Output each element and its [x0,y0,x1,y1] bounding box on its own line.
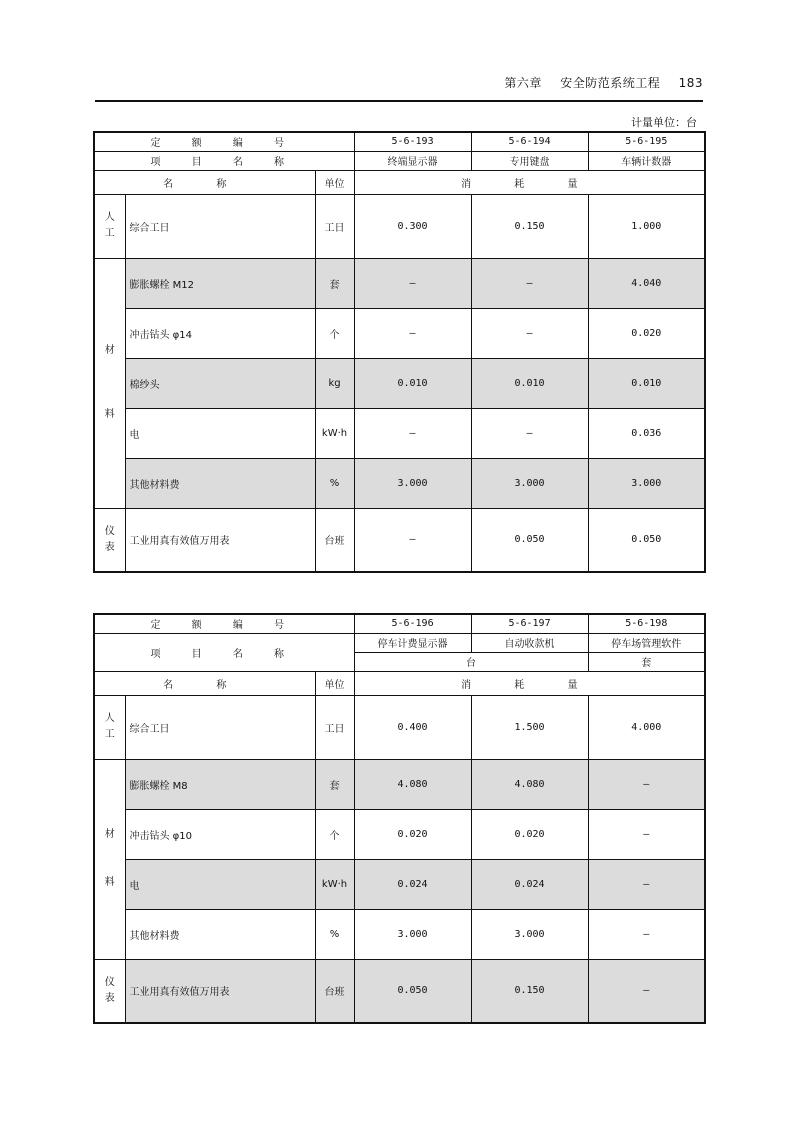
value-cell: 0.036 [588,408,705,458]
value-cell: 0.150 [471,194,588,258]
value-cell: 3.000 [471,458,588,508]
code-row-label: 定 额 编 号 [94,132,354,151]
resource-name: 冲击钻头 φ14 [125,308,315,358]
chapter-label: 第六章 [504,76,542,90]
value-cell: 1.000 [588,194,705,258]
value-cell: 4.080 [471,759,588,809]
page-header [95,74,703,100]
resource-name: 棉纱头 [125,358,315,408]
unit-note: 计量单位：台 [631,116,697,129]
table-row [94,258,705,308]
page-number: 183 [678,76,703,90]
value-cell: 0.050 [588,508,705,572]
resource-name: 冲击钻头 φ10 [125,809,315,859]
value-cell: 0.020 [588,308,705,358]
value-cell: — [588,959,705,1023]
item-unit: 套 [588,652,705,671]
resource-unit: kg [315,358,354,408]
table-row [94,408,705,458]
item-name: 自动收款机 [471,633,588,652]
quota-code: 5-6-198 [588,614,705,633]
value-cell: 0.050 [471,508,588,572]
item-name: 专用键盘 [471,151,588,170]
resource-unit: 个 [315,308,354,358]
table-row [94,809,705,859]
header-rule [95,100,703,102]
value-cell: 0.024 [471,859,588,909]
item-row-label: 项 目 名 称 [94,633,354,671]
quota-table-2 [93,613,706,1024]
quota-code: 5-6-197 [471,614,588,633]
value-cell: 3.000 [471,909,588,959]
resource-name: 电 [125,408,315,458]
item-row [94,633,705,652]
value-cell: — [471,408,588,458]
value-cell: — [588,809,705,859]
col-unit-header: 单位 [315,170,354,194]
value-cell: 4.080 [354,759,471,809]
value-cell: — [588,859,705,909]
value-cell: — [354,258,471,308]
quota-code: 5-6-193 [354,132,471,151]
value-cell: 0.020 [354,809,471,859]
table-row [94,358,705,408]
item-row-label: 项 目 名 称 [94,151,354,170]
resource-unit: 工日 [315,194,354,258]
resource-name: 电 [125,859,315,909]
code-row [94,132,705,151]
value-cell: 0.024 [354,859,471,909]
col-consumption-header: 消 耗 量 [354,671,705,695]
resource-name: 综合工日 [125,194,315,258]
resource-name: 综合工日 [125,695,315,759]
category-labor: 人 工 [94,695,125,759]
category-material: 材 料 [94,759,125,959]
value-cell: 1.500 [471,695,588,759]
item-name: 停车计费显示器 [354,633,471,652]
value-cell: — [471,308,588,358]
value-cell: — [471,258,588,308]
value-cell: — [588,909,705,959]
value-cell: 0.020 [471,809,588,859]
quota-code: 5-6-196 [354,614,471,633]
code-row-label: 定 额 编 号 [94,614,354,633]
value-cell: — [354,308,471,358]
resource-name: 膨胀螺栓 M12 [125,258,315,308]
table-row [94,909,705,959]
resource-name: 其他材料费 [125,909,315,959]
value-cell: 0.150 [471,959,588,1023]
resource-unit: % [315,458,354,508]
quota-code: 5-6-195 [588,132,705,151]
table-row [94,859,705,909]
table-row [94,308,705,358]
value-cell: 0.010 [354,358,471,408]
resource-name: 膨胀螺栓 M8 [125,759,315,809]
column-header-row [94,671,705,695]
resource-unit: 个 [315,809,354,859]
category-meter: 仪 表 [94,508,125,572]
resource-unit: kW·h [315,859,354,909]
column-header-row [94,170,705,194]
value-cell: 3.000 [354,458,471,508]
item-name: 停车场管理软件 [588,633,705,652]
item-unit: 台 [354,652,588,671]
quota-code: 5-6-194 [471,132,588,151]
resource-unit: 台班 [315,959,354,1023]
col-name-header: 名 称 [94,170,315,194]
resource-name: 工业用真有效值万用表 [125,959,315,1023]
resource-name: 工业用真有效值万用表 [125,508,315,572]
resource-unit: kW·h [315,408,354,458]
table-row [94,458,705,508]
value-cell: 0.050 [354,959,471,1023]
item-name: 终端显示器 [354,151,471,170]
quota-table-1 [93,131,706,573]
value-cell: 0.010 [471,358,588,408]
value-cell: 0.010 [588,358,705,408]
value-cell: — [354,508,471,572]
value-cell: — [588,759,705,809]
category-meter: 仪 表 [94,959,125,1023]
value-cell: 0.300 [354,194,471,258]
table-row [94,508,705,572]
table-row [94,759,705,809]
value-cell: 4.040 [588,258,705,308]
item-name: 车辆计数器 [588,151,705,170]
category-material: 材 料 [94,258,125,508]
table-row [94,959,705,1023]
value-cell: 0.400 [354,695,471,759]
resource-unit: % [315,909,354,959]
table-row [94,194,705,258]
col-unit-header: 单位 [315,671,354,695]
resource-unit: 台班 [315,508,354,572]
chapter-title: 安全防范系统工程 [560,76,661,90]
code-row [94,614,705,633]
col-name-header: 名 称 [94,671,315,695]
value-cell: 3.000 [354,909,471,959]
resource-unit: 套 [315,258,354,308]
resource-unit: 套 [315,759,354,809]
value-cell: 3.000 [588,458,705,508]
value-cell: 4.000 [588,695,705,759]
col-consumption-header: 消 耗 量 [354,170,705,194]
value-cell: — [354,408,471,458]
item-row [94,151,705,170]
resource-unit: 工日 [315,695,354,759]
table-row [94,695,705,759]
resource-name: 其他材料费 [125,458,315,508]
category-labor: 人 工 [94,194,125,258]
